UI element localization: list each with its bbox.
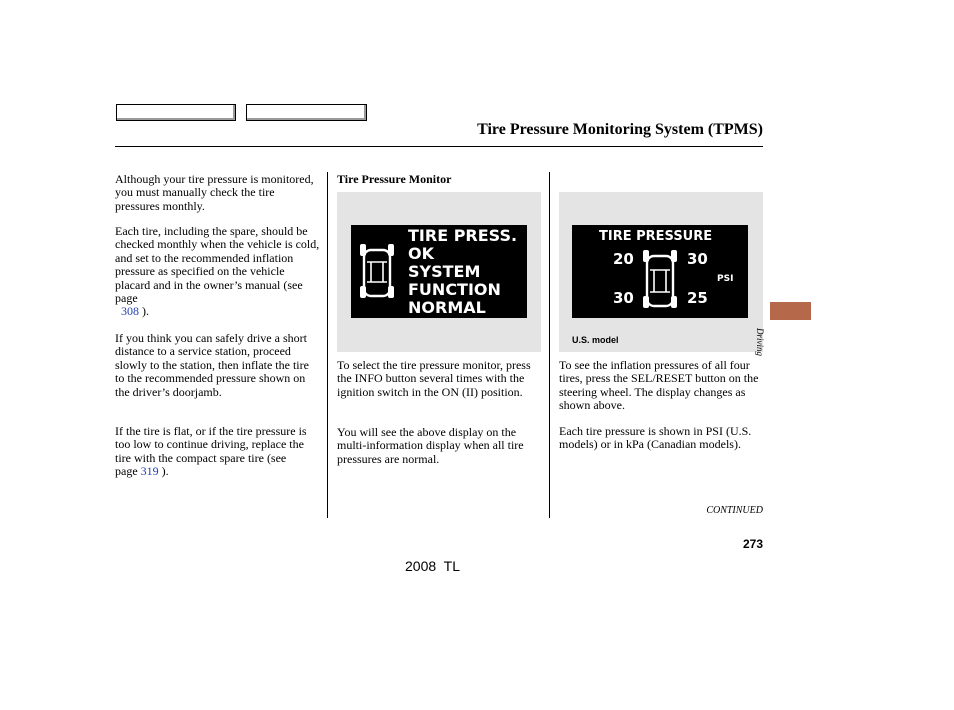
lcd-screen-monitor	[351, 225, 527, 318]
lcd-line-1: TIRE PRESS.	[408, 226, 518, 245]
col1-paragraph-1: Although your tire pressure is monitored, you must manually check the tire pressures monthly.	[115, 172, 314, 213]
nav-box-right[interactable]	[246, 104, 367, 121]
column-divider-2	[549, 172, 550, 518]
pressure-rear-left: 30	[613, 289, 634, 307]
display-caption: U.S. model	[572, 335, 619, 345]
column-divider-1	[327, 172, 328, 518]
pressure-front-left: 20	[613, 250, 634, 268]
display-panel-monitor	[337, 192, 541, 352]
page-title: Tire Pressure Monitoring System (TPMS)	[477, 121, 763, 138]
model-footer-text: 2008 TL	[405, 558, 461, 574]
col1-paragraph-2-text: Each tire, including the spare, should be checked monthly when the vehicle is cold, and set to the recommended inflation pressure as specified on the vehicle placard and in the owner’s manual (see page	[115, 224, 320, 306]
lcd-line-5: NORMAL	[408, 298, 486, 317]
col3-paragraph-2: Each tire pressure is shown in PSI (U.S. models) or in kPa (Canadian models).	[559, 424, 752, 452]
car-topview-icon	[643, 248, 677, 312]
col1-paragraph-4-end: ).	[161, 464, 169, 479]
col2-paragraph-2: You will see the above display on the multi-information display when all tire pressures are normal.	[337, 425, 524, 466]
col3-paragraph-1: To see the inflation pressures of all four tires, press the SEL/RESET button on the steering wheel. The display changes as shown above.	[559, 358, 759, 413]
section-heading-tire-pressure-monitor: Tire Pressure Monitor	[337, 172, 452, 186]
pressure-unit: PSI	[717, 274, 734, 284]
lcd-line-2: OK	[408, 244, 434, 263]
lcd-screen-pressures	[572, 225, 748, 318]
pressure-rear-right: 25	[687, 289, 708, 307]
section-tab-label: Driving	[755, 328, 765, 356]
model-footer	[405, 558, 460, 574]
pressure-front-right: 30	[687, 250, 708, 268]
col1-paragraph-2-end: ).	[142, 304, 149, 319]
page-link-319[interactable]: 319	[140, 464, 159, 479]
display-panel-pressures	[559, 192, 763, 352]
col1-paragraph-3: If you think you can safely drive a short distance to a service station, proceed slowly to the station, then inflate the tire to the recommended pressure shown on the driver’s doorjamb.	[115, 331, 309, 399]
lcd-text-block	[408, 227, 517, 317]
lcd-title: TIRE PRESSURE	[599, 229, 713, 244]
col1-paragraph-4-text: If the tire is flat, or if the tire pressure is too low to continue driving, replace the tire with the compact spare tire (see page	[115, 424, 307, 479]
car-topview-icon	[360, 242, 394, 302]
section-tab-driving[interactable]	[770, 302, 811, 320]
lcd-line-3: SYSTEM	[408, 262, 481, 281]
page-link-308[interactable]: 308	[121, 304, 139, 319]
col1-paragraph-2	[115, 225, 321, 319]
lcd-line-4: FUNCTION	[408, 280, 501, 299]
title-rule	[115, 146, 763, 147]
continued-label: CONTINUED	[706, 505, 763, 516]
col2-paragraph-1: To select the tire pressure monitor, press the INFO button several times with the ignition switch in the ON (II) position.	[337, 358, 531, 399]
nav-box-left[interactable]	[116, 104, 236, 121]
col1-paragraph-4	[115, 425, 321, 479]
page-number: 273	[742, 537, 763, 551]
